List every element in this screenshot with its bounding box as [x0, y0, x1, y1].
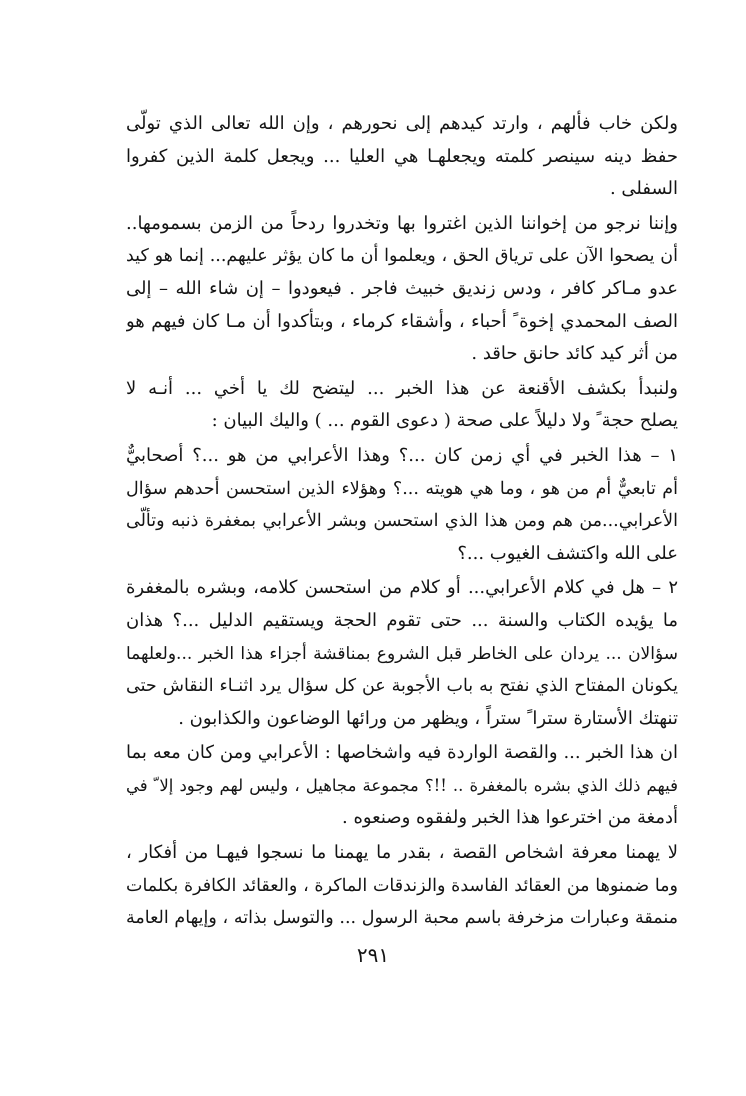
text-line: منمقة وعبارات مزخرفة باسم محبة الرسول ... والتوسل بذاته ، وإيهام العامة — [126, 908, 678, 929]
paragraph — [126, 440, 678, 570]
text-line: أم تابعيٌّ أم من هو ، وما هي هويته ...؟ وهؤلاء الذين استحسن أحدهم سؤال — [126, 478, 678, 499]
text-line: ما يؤيده الكتاب والسنة ... حتى تقوم الحجة ويستقيم الدليل ...؟ هذان — [126, 609, 678, 631]
paragraph — [126, 208, 678, 371]
page-number: ٢٩١ — [356, 943, 390, 967]
text-line: حفظ دينه سينصر كلمته ويجعلهـا هي العليا ... ويجعل كلمة الذين كفروا — [126, 145, 678, 167]
paragraph — [126, 837, 678, 935]
text-line: يصلح حجة ً ولا دليلاً على صحة ( دعوى القوم ... ) واليك البيان : — [211, 410, 678, 432]
text-line: الصف المحمدي إخوة ً أحباء ، وأشقاء كرماء ، وبتأكدوا أن مـا كان فيهم هو — [126, 310, 678, 332]
text-line: أن يصحوا الآن على ترياق الحق ، ويعلموا أن ما كان يؤثر عليهم... إنما هو كيد — [126, 246, 678, 267]
paragraph — [126, 572, 678, 735]
text-line: لا يهمنا معرفة اشخاص القصة ، بقدر ما يهمنا ما نسجوا فيهـا من أفكار ، — [126, 842, 678, 864]
text-line: سؤالان ... يردان على الخاطر قبل الشروع بمناقشة أجزاء هذا الخبر ...ولعلهما — [126, 643, 678, 664]
text-line: السفلى . — [609, 178, 678, 200]
text-line: وإننا نرجو من إخواننا الذين اغتروا بها وتخدروا ردحاً من الزمن بسمومها.. — [126, 212, 678, 234]
paragraph — [126, 373, 678, 438]
text-line: الأعرابي...من هم ومن هذا الذي استحسن وبشر الأعرابي بمغفرة ذنبه وتألّى — [126, 511, 678, 532]
text-line: ٢ – هل في كلام الأعرابي... أو كلام من استحسن كلامه، وبشره بالمغفرة — [126, 577, 678, 599]
text-line: يكونان المفتاح الذي نفتح به باب الأجوبة عن كل سؤال يرد اثنـاء النقاش حتى — [126, 676, 678, 697]
text-line: على الله واكتشف الغيوب ...؟ — [457, 542, 678, 564]
text-line: ١ – هذا الخبر في أي زمن كان ...؟ وهذا الأعرابي من هو ...؟ أصحابيٌّ — [126, 444, 678, 466]
text-line: ان هذا الخبر ... والقصة الواردة فيه واشخاصها : الأعرابي ومن كان معه بما — [126, 742, 678, 764]
text-line: أدمغة من اخترعوا هذا الخبر ولفقوه وصنعوه . — [342, 807, 678, 829]
text-line: وما ضمنوها من العقائد الفاسدة والزندقات الماكرة ، والعقائد الكافرة بكلمات — [126, 875, 678, 896]
text-line: عدو مـاكر كافر ، ودس زنديق خبيث فاجر . فيعودوا – إن شاء الله – إلى — [126, 277, 678, 299]
text-line: ولنبدأ بكشف الأقنعة عن هذا الخبر ... ليتضح لك يا أخي ... أنـه لا — [126, 377, 678, 399]
body-text — [126, 108, 678, 935]
text-line: من أثر كيد كائد حانق حاقد . — [471, 343, 678, 365]
paragraph — [126, 737, 678, 835]
text-line: ولكن خاب فألهم ، وارتد كيدهم إلى نحورهم ، وإن الله تعالى الذي تولّى — [126, 113, 678, 134]
text-line: فيهم ذلك الذي بشره بالمغفرة .. !!؟ مجموعة مجاهيل ، وليس لهم وجود إلا ّ في — [126, 775, 678, 795]
text-line: تنهتك الأستارة سترا ً ستراً ، ويظهر من ورائها الوضاعون والكذابون . — [178, 707, 678, 729]
paragraph — [126, 108, 678, 206]
